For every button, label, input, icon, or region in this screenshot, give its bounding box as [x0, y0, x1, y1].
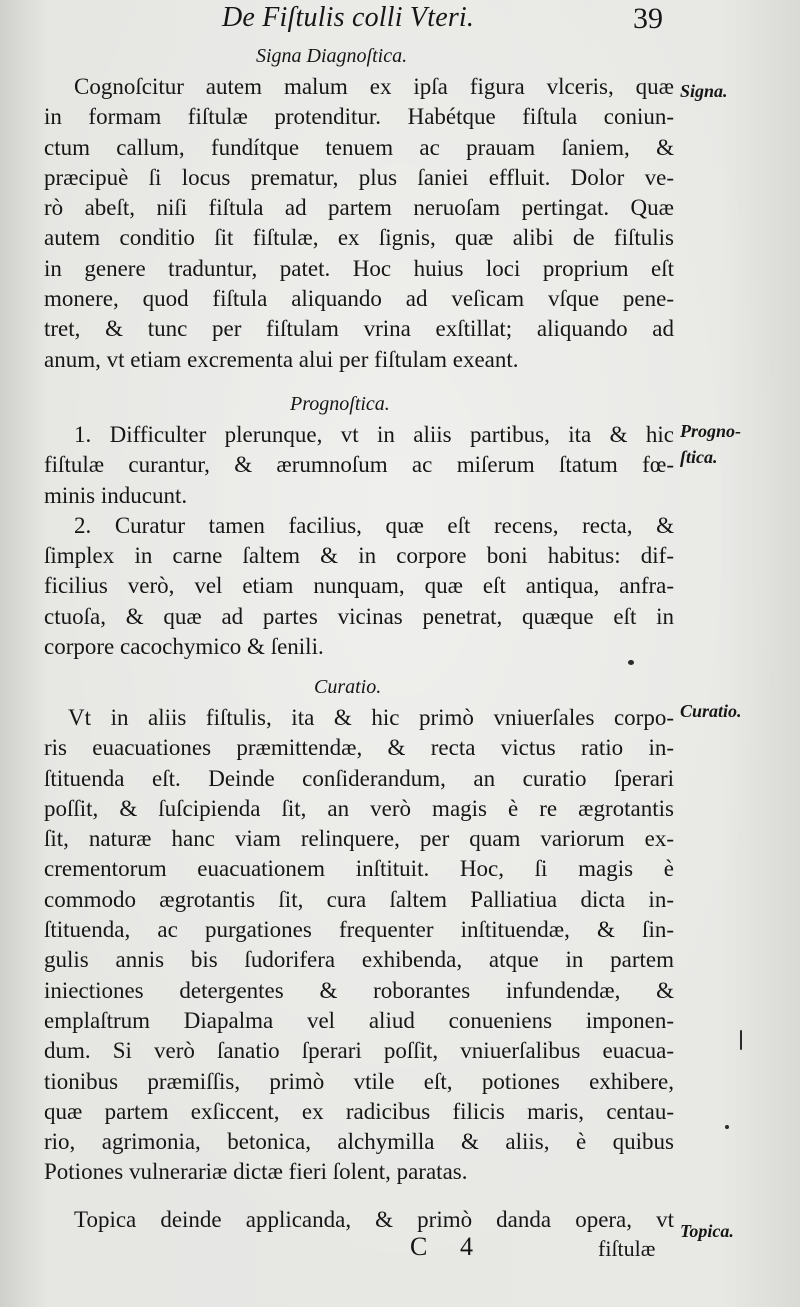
- text-line: Vt in aliis fiſtulis, ita & hic primò vniuerſales corpo-: [68, 705, 674, 730]
- text-line: quæ partem exſiccent, ex radicibus filicis maris, centau-: [44, 1098, 674, 1124]
- text-line: in formam fiſtulæ protenditur. Habétque fiſtula coniun-: [44, 104, 674, 130]
- section-heading-signa: Signa Diagnoſtica.: [256, 45, 408, 67]
- text-line: ſimplex in carne ſaltem & in corpore boni habitus: dif-: [44, 543, 674, 569]
- paragraph-curatio: [44, 703, 674, 1188]
- margin-note-prognostica-1: Progno-: [680, 421, 742, 441]
- text-line: ris euacuationes præmittendæ, & recta victus ratio in-: [44, 735, 674, 761]
- text-line: corpore cacochymico & ſenili.: [44, 634, 324, 660]
- paragraph-signa: [44, 72, 674, 375]
- margin-note-prognostica-2: ſtica.: [680, 447, 718, 467]
- section-heading-curatio: Curatio.: [314, 676, 382, 698]
- ink-speck: [740, 1030, 742, 1050]
- text-line: Potiones vulnerariæ dictæ fieri ſolent, paratas.: [44, 1159, 468, 1185]
- text-line: ctuoſa, & quæ ad partes vicinas penetrat, quæque eſt in: [44, 603, 674, 629]
- running-head: De Fiſtulis colli Vteri.: [222, 2, 475, 33]
- text-line: poſſit, & ſuſcipienda ſit, an verò magis è re ægrotantis: [44, 795, 674, 821]
- text-line: in genere traduntur, patet. Hoc huius loci proprium eſt: [44, 255, 674, 281]
- text-line: tionibus præmiſſis, primò vtile eſt, potiones exhibere,: [44, 1068, 674, 1094]
- text-line: emplaſtrum Diapalma vel aliud conueniens imponen-: [44, 1007, 674, 1033]
- text-line: iniectiones detergentes & roborantes infundendæ, &: [44, 977, 674, 1003]
- paragraph-topica: [44, 1205, 674, 1235]
- text-line: autem conditio ſit fiſtulæ, ex ſignis, quæ alibi de fiſtulis: [44, 225, 674, 251]
- text-line: dum. Si verò ſanatio ſperari poſſit, vniuerſalibus euacua-: [44, 1038, 674, 1064]
- text-line: gulis annis bis ſudorifera exhibenda, atque in partem: [44, 947, 674, 973]
- margin-note-topica: Topica.: [680, 1221, 734, 1241]
- signature-mark: C: [410, 1232, 428, 1261]
- text-line: rio, agrimonia, betonica, alchymilla & aliis, è quibus: [44, 1129, 674, 1155]
- text-line: 2. Curatur tamen facilius, quæ eſt recens, recta, &: [74, 512, 674, 538]
- text-line: crementorum euacuationem inſtituit. Hoc, ſi magis è: [44, 856, 674, 882]
- text-line: fiſtulæ curantur, & ærumnoſum ac miſerum ſtatum fœ-: [44, 452, 674, 478]
- text-line: ficilius verò, vel etiam nunquam, quæ eſt antiqua, anfra-: [44, 573, 674, 599]
- paragraph-prognostica: [44, 420, 674, 662]
- page-number: 39: [633, 2, 663, 35]
- signature-line: [0, 1232, 800, 1272]
- ink-speck: [628, 660, 634, 665]
- signature-number: 4: [460, 1232, 473, 1261]
- text-line: 1. Difficulter plerunque, vt in aliis partibus, ita & hic: [74, 422, 674, 447]
- text-line: anum, vt etiam excrementa alui per fiſtulam exeant.: [44, 346, 519, 372]
- text-line: ctum callum, fundítque tenuem ac prauam ſaniem, &: [44, 134, 674, 160]
- text-line: rò abeſt, niſi fiſtula ad partem neruoſam pertingat. Quæ: [44, 195, 674, 221]
- text-line: commodo ægrotantis ſit, cura ſaltem Palliatiua dicta in-: [44, 886, 674, 912]
- text-line: tret, & tunc per fiſtulam vrina exſtillat; aliquando ad: [44, 316, 674, 342]
- text-line: monere, quod fiſtula aliquando ad veſicam vſque pene-: [44, 286, 674, 312]
- text-line: minis inducunt.: [44, 482, 188, 508]
- text-line: ſtituenda, ac purgationes frequenter inſtituendæ, & ſin-: [44, 917, 674, 943]
- text-line: præcipuè ſi locus prematur, plus ſaniei effluit. Dolor ve-: [44, 164, 674, 190]
- text-line: ſit, naturæ hanc viam relinquere, per quam variorum ex-: [44, 826, 674, 852]
- text-line: ſtituenda eſt. Deinde conſiderandum, an curatio ſperari: [44, 765, 674, 791]
- margin-note-curatio: Curatio.: [680, 701, 742, 721]
- margin-note-signa: Signa.: [680, 81, 728, 101]
- text-line: Topica deinde applicanda, & primò danda opera, vt: [74, 1207, 674, 1232]
- section-heading-prognostica: Prognoſtica.: [290, 393, 390, 415]
- ink-speck: [725, 1125, 729, 1129]
- catchword: fiſtulæ: [598, 1236, 656, 1261]
- page-header: [0, 2, 800, 38]
- text-line: Cognoſcitur autem malum ex ipſa figura vlceris, quæ: [74, 74, 674, 99]
